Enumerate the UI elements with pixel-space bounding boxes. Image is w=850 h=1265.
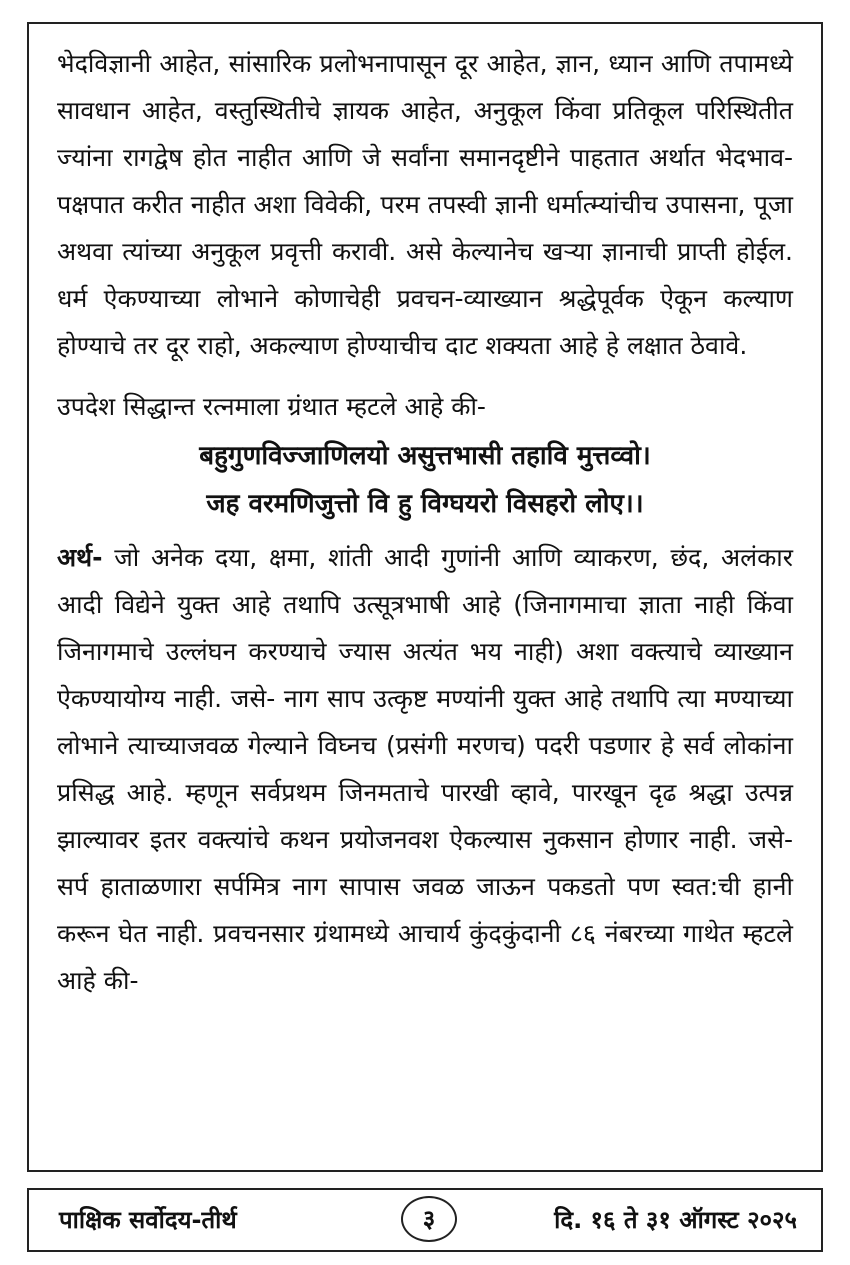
paragraph-meaning — [57, 534, 793, 1004]
paragraph-quote-intro: उपदेश सिद्धान्त रत्नमाला ग्रंथात म्हटले आहे की- — [57, 392, 486, 421]
page-number-circle: ३ — [401, 1196, 457, 1242]
verse-line-2: जह वरमणिजुत्तो वि हु विग्घयरो विसहरो लोए।। — [206, 489, 644, 519]
page-footer — [27, 1188, 823, 1252]
verse-block — [57, 432, 793, 528]
issue-date: दि. १६ ते ३१ ऑगस्ट २०२५ — [554, 1206, 797, 1234]
meaning-label: अर्थ- — [57, 543, 103, 572]
meaning-text: जो अनेक दया, क्षमा, शांती आदी गुणांनी आणि व्याकरण, छंद, अलंकार आदी विद्येने युक्त आहे तथापि उत्सूत्रभाषी आहे (जिनागमाचा ज्ञाता नाही किंवा जिनागमाचे उल्लंघन करण्याचे ज्यास अत्यंत भय नाही) अशा वक्त्याचे व्याख्यान ऐकण्यायोग्य नाही. जसे- नाग साप उत्कृष्ट मण्यांनी युक्त आहे तथापि त्या मण्याच्या लोभाने त्याच्याजवळ गेल्याने विघ्नच (प्रसंगी मरणच) पदरी पडणार हे सर्व लोकांना प्रसिद्ध आहे. म्हणून सर्वप्रथम जिनमताचे पारखी व्हावे, पारखून दृढ श्रद्धा उत्पन्न झाल्यावर इतर वक्त्यांचे कथन प्रयोजनवश ऐकल्यास नुकसान होणार नाही. जसे- सर्प हाताळणारा सर्पमित्र नाग सापास जवळ जाऊन पकडतो पण स्वत:ची हानी करून घेत नाही. प्रवचनसार ग्रंथामध्ये आचार्य कुंदकुंदानी ८६ नंबरच्या गाथेत म्हटले आहे की- — [57, 543, 793, 995]
verse-line-1: बहुगुणविज्जाणिलयो असुत्तभासी तहावि मुत्तव्वो। — [199, 441, 651, 471]
paragraph-intro: भेदविज्ञानी आहेत, सांसारिक प्रलोभनापासून दूर आहेत, ज्ञान, ध्यान आणि तपामध्ये सावधान आहेत, वस्तुस्थितीचे ज्ञायक आहेत, अनुकूल किंवा प्रतिकूल परिस्थितीत ज्यांना रागद्वेष होत नाहीत आणि जे सर्वांना समानदृष्टीने पाहतात अर्थात भेदभाव-पक्षपात करीत नाहीत अशा विवेकी, परम तपस्वी ज्ञानी धर्मात्म्यांचीच उपासना, पूजा अथवा त्यांच्या अनुकूल प्रवृत्ती करावी. असे केल्यानेच खऱ्या ज्ञानाची प्राप्ती होईल. धर्म ऐकण्याच्या लोभाने कोणाचेही प्रवचन-व्याख्यान श्रद्धेपूर्वक ऐकून कल्याण होण्याचे तर दूर राहो, अकल्याण होण्याचीच दाट शक्यता आहे हे लक्षात ठेवावे. — [57, 49, 793, 360]
page-content-frame — [27, 22, 823, 1172]
publication-name: पाक्षिक सर्वोदय-तीर्थ — [59, 1206, 237, 1234]
